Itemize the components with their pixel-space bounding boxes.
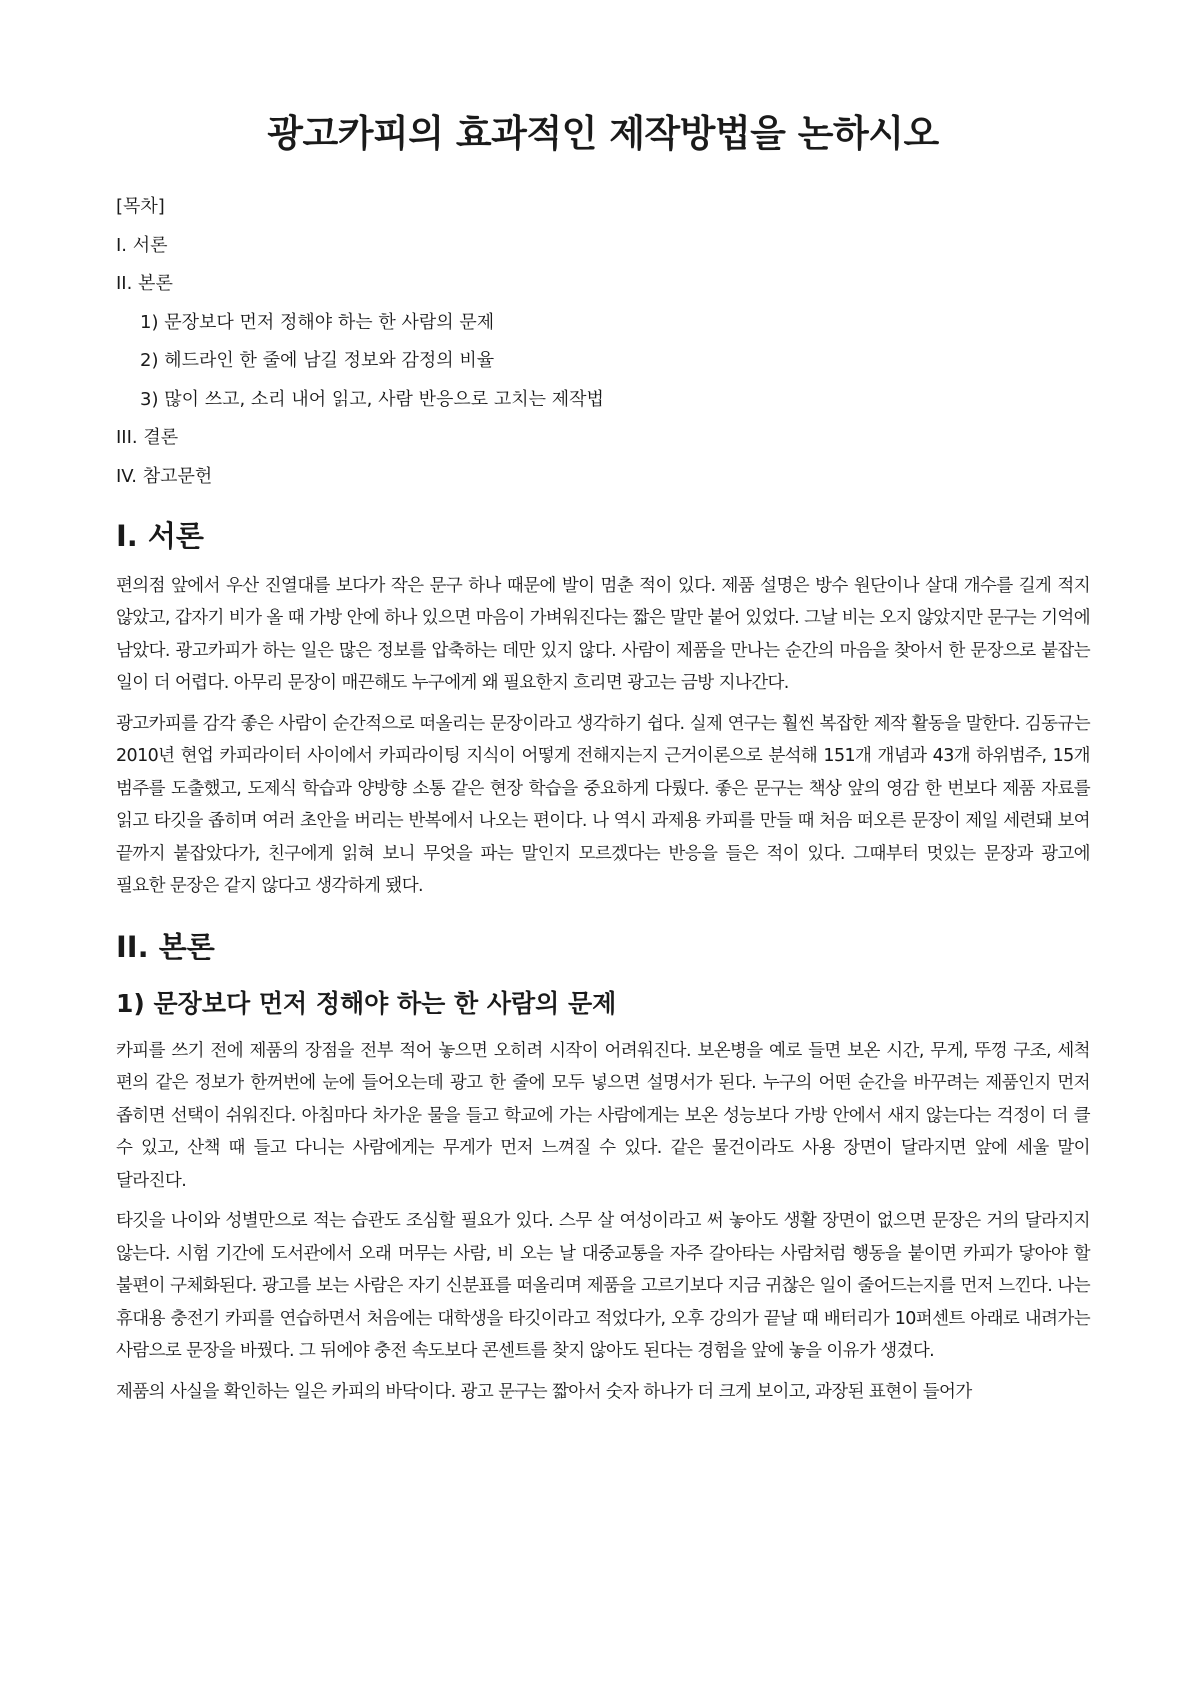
body-1-paragraph-3: 제품의 사실을 확인하는 일은 카피의 바닥이다. 광고 문구는 짧아서 숫자 하나가 더 크게 보이고, 과장된 표현이 들어가: [116, 1381, 972, 1402]
toc-item-conclusion: III. 결론: [116, 427, 179, 449]
body-section: [116, 929, 1090, 1409]
body-subheading-1: 1) 문장보다 먼저 정해야 하는 한 사람의 문제: [116, 989, 617, 1019]
toc-item-body-2: 2) 헤드라인 한 줄에 남길 정보와 감정의 비율: [140, 350, 495, 372]
intro-heading: I. 서론: [116, 519, 204, 554]
intro-section: [116, 518, 1090, 903]
intro-paragraph-2: 광고카피를 감각 좋은 사람이 순간적으로 떠올리는 문장이라고 생각하기 쉽다. 실제 연구는 훨씬 복잡한 제작 활동을 말한다. 김동규는 2010년 현업 카피라이터 사이에서 카피라이팅 지식이 어떻게 전해지는지 근거이론으로 분석해 151개 개념과 43개 하위범주, 15개 범주를 도출했고, 도제식 학습과 양방향 소통 같은 현장 학습을 중요하게 다뤘다. 좋은 문구는 책상 앞의 영감 한 번보다 제품 자료를 읽고 타깃을 좁히며 여러 초안을 버리는 반복에서 나오는 편이다. 나 역시 과제용 카피를 만들 때 처음 떠오른 문장이 제일 세련돼 보여 끝까지 붙잡았다가, 친구에게 읽혀 보니 무엇을 파는 말인지 모르겠다는 반응을 들은 적이 있다. 그때부터 멋있는 문장과 광고에 필요한 문장은 같지 않다고 생각하게 됐다.: [116, 713, 1090, 897]
toc-item-references: IV. 참고문헌: [116, 465, 213, 487]
body-1-paragraph-2: 타깃을 나이와 성별만으로 적는 습관도 조심할 필요가 있다. 스무 살 여성이라고 써 놓아도 생활 장면이 없으면 문장은 거의 달라지지 않는다. 시험 기간에 도서관에서 오래 머무는 사람, 비 오는 날 대중교통을 자주 갈아타는 사람처럼 행동을 붙이면 카피가 닿아야 할 불편이 구체화된다. 광고를 보는 사람은 자기 신분표를 떠올리며 제품을 고르기보다 지금 귀찮은 일이 줄어드는지를 먼저 느낀다. 나는 휴대용 충전기 카피를 연습하면서 처음에는 대학생을 타깃이라고 적었다가, 오후 강의가 끝날 때 배터리가 10퍼센트 아래로 내려가는 사람으로 문장을 바꿨다. 그 뒤에야 충전 속도보다 콘센트를 찾지 않아도 된다는 경험을 앞에 놓을 이유가 생겼다.: [116, 1211, 1090, 1362]
toc-item-body-3: 3) 많이 쓰고, 소리 내어 읽고, 사람 반응으로 고치는 제작법: [140, 388, 604, 410]
body-1-paragraph-1: 카피를 쓰기 전에 제품의 장점을 전부 적어 놓으면 오히려 시작이 어려워진다. 보온병을 예로 들면 보온 시간, 무게, 뚜껑 구조, 세척 편의 같은 정보가 한꺼번에 눈에 들어오는데 광고 한 줄에 모두 넣으면 설명서가 된다. 누구의 어떤 순간을 바꾸려는 제품인지 먼저 좁히면 선택이 쉬워진다. 아침마다 차가운 물을 들고 학교에 가는 사람에게는 보온 성능보다 가방 안에서 새지 않는다는 걱정이 더 클 수 있고, 산책 때 들고 다니는 사람에게는 무게가 먼저 느껴질 수 있다. 같은 물건이라도 사용 장면이 달라지면 앞에 세울 말이 달라진다.: [116, 1040, 1090, 1191]
table-of-contents: [116, 188, 1090, 496]
toc-item-body-1: 1) 문장보다 먼저 정해야 하는 한 사람의 문제: [140, 311, 495, 333]
body-heading: II. 본론: [116, 929, 215, 964]
intro-paragraph-1: 편의점 앞에서 우산 진열대를 보다가 작은 문구 하나 때문에 발이 멈춘 적이 있다. 제품 설명은 방수 원단이나 살대 개수를 길게 적지 않았고, 갑자기 비가 올 때 가방 안에 하나 있으면 마음이 가벼워진다는 짧은 말만 붙어 있었다. 그날 비는 오지 않았지만 문구는 기억에 남았다. 광고카피가 하는 일은 많은 정보를 압축하는 데만 있지 않다. 사람이 제품을 만나는 순간의 마음을 찾아서 한 문장으로 붙잡는 일이 더 어렵다. 아무리 문장이 매끈해도 누구에게 왜 필요한지 흐리면 광고는 금방 지나간다.: [116, 575, 1090, 694]
toc-item-intro: I. 서론: [116, 234, 168, 256]
document-title: 광고카피의 효과적인 제작방법을 논하시오: [267, 112, 939, 155]
toc-heading: [목차]: [116, 196, 165, 218]
toc-item-body: II. 본론: [116, 273, 173, 295]
